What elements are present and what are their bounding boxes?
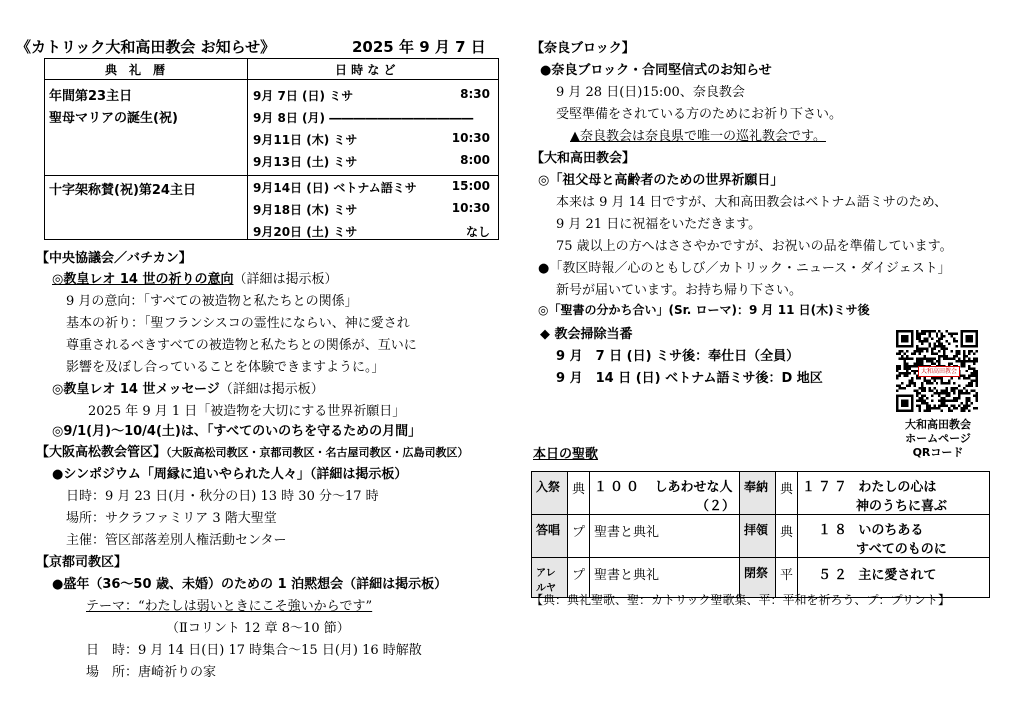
cleaning-duty: 9 月 14 日 (日) ベトナム語ミサ後：D 地区 bbox=[556, 371, 823, 386]
retreat-theme: テーマ：“わたしは弱いときにこそ強いからです” bbox=[86, 599, 373, 614]
table-row: 答唱 プ 聖書と典礼 拝領 典 １８ いのちある すべてのものに bbox=[532, 515, 990, 558]
retreat-title: ●盛年（36～50 歳、未婚）のための 1 泊黙想会（詳細は掲示板） bbox=[52, 577, 448, 592]
news-title: ●「教区時報／心のともしび／カトリック・ニュース・ダイジェスト」 bbox=[538, 261, 951, 276]
schedule-row: 9月 8日 (月) ―――――――――――― bbox=[253, 111, 474, 125]
pilgrimage-note: ▲奈良教会は奈良県で唯一の巡礼教会です。 bbox=[570, 129, 826, 144]
schedule-row: 9月20日 (土) ミサ なし bbox=[253, 225, 490, 239]
qr-badge: 大和高田教会 bbox=[918, 366, 960, 377]
prayer-line: 尊重されるべきすべての被造物と私たちとの関係が、互いに bbox=[66, 338, 417, 353]
symposium-place: 場所：サクラファミリア 3 階大聖堂 bbox=[66, 511, 277, 526]
qr-caption: 大和高田教会 ホームページ QRコード bbox=[905, 418, 971, 459]
prayer-line: 基本の祈り：「聖フランシスコの霊性にならい、神に愛され bbox=[66, 316, 410, 331]
message-body: 2025 年 9 月 1 日「被造物を大切にする世界祈願日」 bbox=[88, 404, 406, 419]
symposium-date: 日時：9 月 23 日(月・秋分の日) 13 時 30 分～17 時 bbox=[66, 489, 379, 504]
confirmation-title: ●奈良ブロック・合同堅信式のお知らせ bbox=[540, 63, 772, 78]
section-heading: 【大和高田教会】 bbox=[531, 151, 636, 166]
prayer-day-text: 9 月 21 日に祝福をいただきます。 bbox=[556, 217, 762, 232]
schedule-row: 9月14日 (日) ベトナム語ミサ 15:00 bbox=[253, 179, 490, 195]
table-row: アレルヤ プ 聖書と典礼 閉祭 平 ５２ 主に愛されて bbox=[532, 558, 990, 598]
retreat-place: 場 所：唐崎祈りの家 bbox=[86, 665, 217, 680]
homepage-qr-code[interactable] bbox=[896, 330, 978, 412]
message-title-line: ◎教皇レオ 14 世メッセージ（詳細は掲示板） bbox=[52, 382, 324, 397]
prayer-day-text: 本来は 9 月 14 日ですが、大和高田教会はベトナム語ミサのため、 bbox=[556, 195, 948, 210]
confirmation-date: 9 月 28 日(日)15:00、奈良教会 bbox=[556, 85, 745, 100]
schedule-row: 9月11日 (木) ミサ 10:30 bbox=[253, 131, 490, 147]
feast-name: 年間第23主日 bbox=[49, 89, 133, 104]
confirmation-note: 受堅準備をされている方のためにお祈り下さい。 bbox=[556, 107, 843, 122]
retreat-date: 日 時：9 月 14 日(日) 17 時集合～15 日(月) 16 時解散 bbox=[86, 643, 422, 658]
section-heading: 【京都司教区】 bbox=[36, 555, 128, 570]
schedule-head-times: 日 時 な ど bbox=[335, 63, 396, 77]
schedule-row: 9月 7日 (日) ミサ 8:30 bbox=[253, 87, 490, 103]
news-note: 新号が届いています。お持ち帰り下さい。 bbox=[556, 283, 802, 298]
table-row: 入祭 典 １００ しあわせな人 （２） 奉納 典 １７７ わたしの心は 神のうちに喜ぶ bbox=[532, 472, 990, 515]
intent-title-line: ◎教皇レオ 14 世の祈りの意向（詳細は掲示板） bbox=[52, 272, 338, 287]
cleaning-title: ◆ 教会掃除当番 bbox=[540, 327, 633, 342]
feast-name: 十字架称賛(祝)第24主日 bbox=[49, 183, 196, 198]
schedule-head-calendar: 典 礼 暦 bbox=[105, 63, 166, 77]
bulletin-title: 《カトリック大和高田教会 お知らせ》 bbox=[16, 38, 276, 56]
retreat-verse: （Ⅱコリント 12 章 8～10 節） bbox=[166, 621, 350, 636]
songs-heading: 本日の聖歌 bbox=[533, 447, 599, 462]
prayer-line: 影響を及ぼし合っていることを体験できますように。」 bbox=[66, 360, 385, 375]
hymn-table bbox=[531, 471, 990, 598]
feast-name: 聖母マリアの誕生(祝) bbox=[49, 111, 178, 126]
cleaning-duty: 9 月 7 日 (日) ミサ後：奉仕日（全員） bbox=[556, 349, 800, 364]
prayer-day-title: ◎「祖父母と高齢者のための世界祈願日」 bbox=[538, 173, 784, 188]
liturgy-schedule-table bbox=[44, 58, 499, 240]
section-heading: 【奈良ブロック】 bbox=[531, 41, 635, 56]
schedule-row: 9月13日 (土) ミサ 8:00 bbox=[253, 153, 490, 169]
symposium-host: 主催：管区部落差別人権活動センター bbox=[66, 533, 287, 548]
bulletin-date: 2025 年 9 月 7 日 bbox=[352, 38, 486, 56]
bible-sharing: ◎「聖書の分かち合い」(Sr. ローマ)：9 月 11 日(木)ミサ後 bbox=[538, 303, 870, 317]
section-heading: 【中央協議会／バチカン】 bbox=[36, 251, 192, 266]
intent-month: 9 月の意向：「すべての被造物と私たちとの関係」 bbox=[66, 294, 358, 309]
schedule-row: 9月18日 (木) ミサ 10:30 bbox=[253, 201, 490, 217]
section-heading: 【大阪高松教会管区】（大阪高松司教区・京都司教区・名古屋司教区・広島司教区） bbox=[36, 445, 469, 460]
hymn-legend: 【典：典礼聖歌、聖：カトリック聖歌集、平：平和を祈ろう、プ：プリント】 bbox=[531, 593, 951, 607]
prayer-day-text: 75 歳以上の方へはささやかですが、お祝いの品を準備しています。 bbox=[556, 239, 953, 254]
month-line: ◎9/1(月)～10/4(土)は、「すべてのいのちを守るための月間」 bbox=[52, 424, 422, 439]
symposium-title: ●シンポジウム「周縁に追いやられた人々」（詳細は掲示板） bbox=[52, 467, 408, 482]
